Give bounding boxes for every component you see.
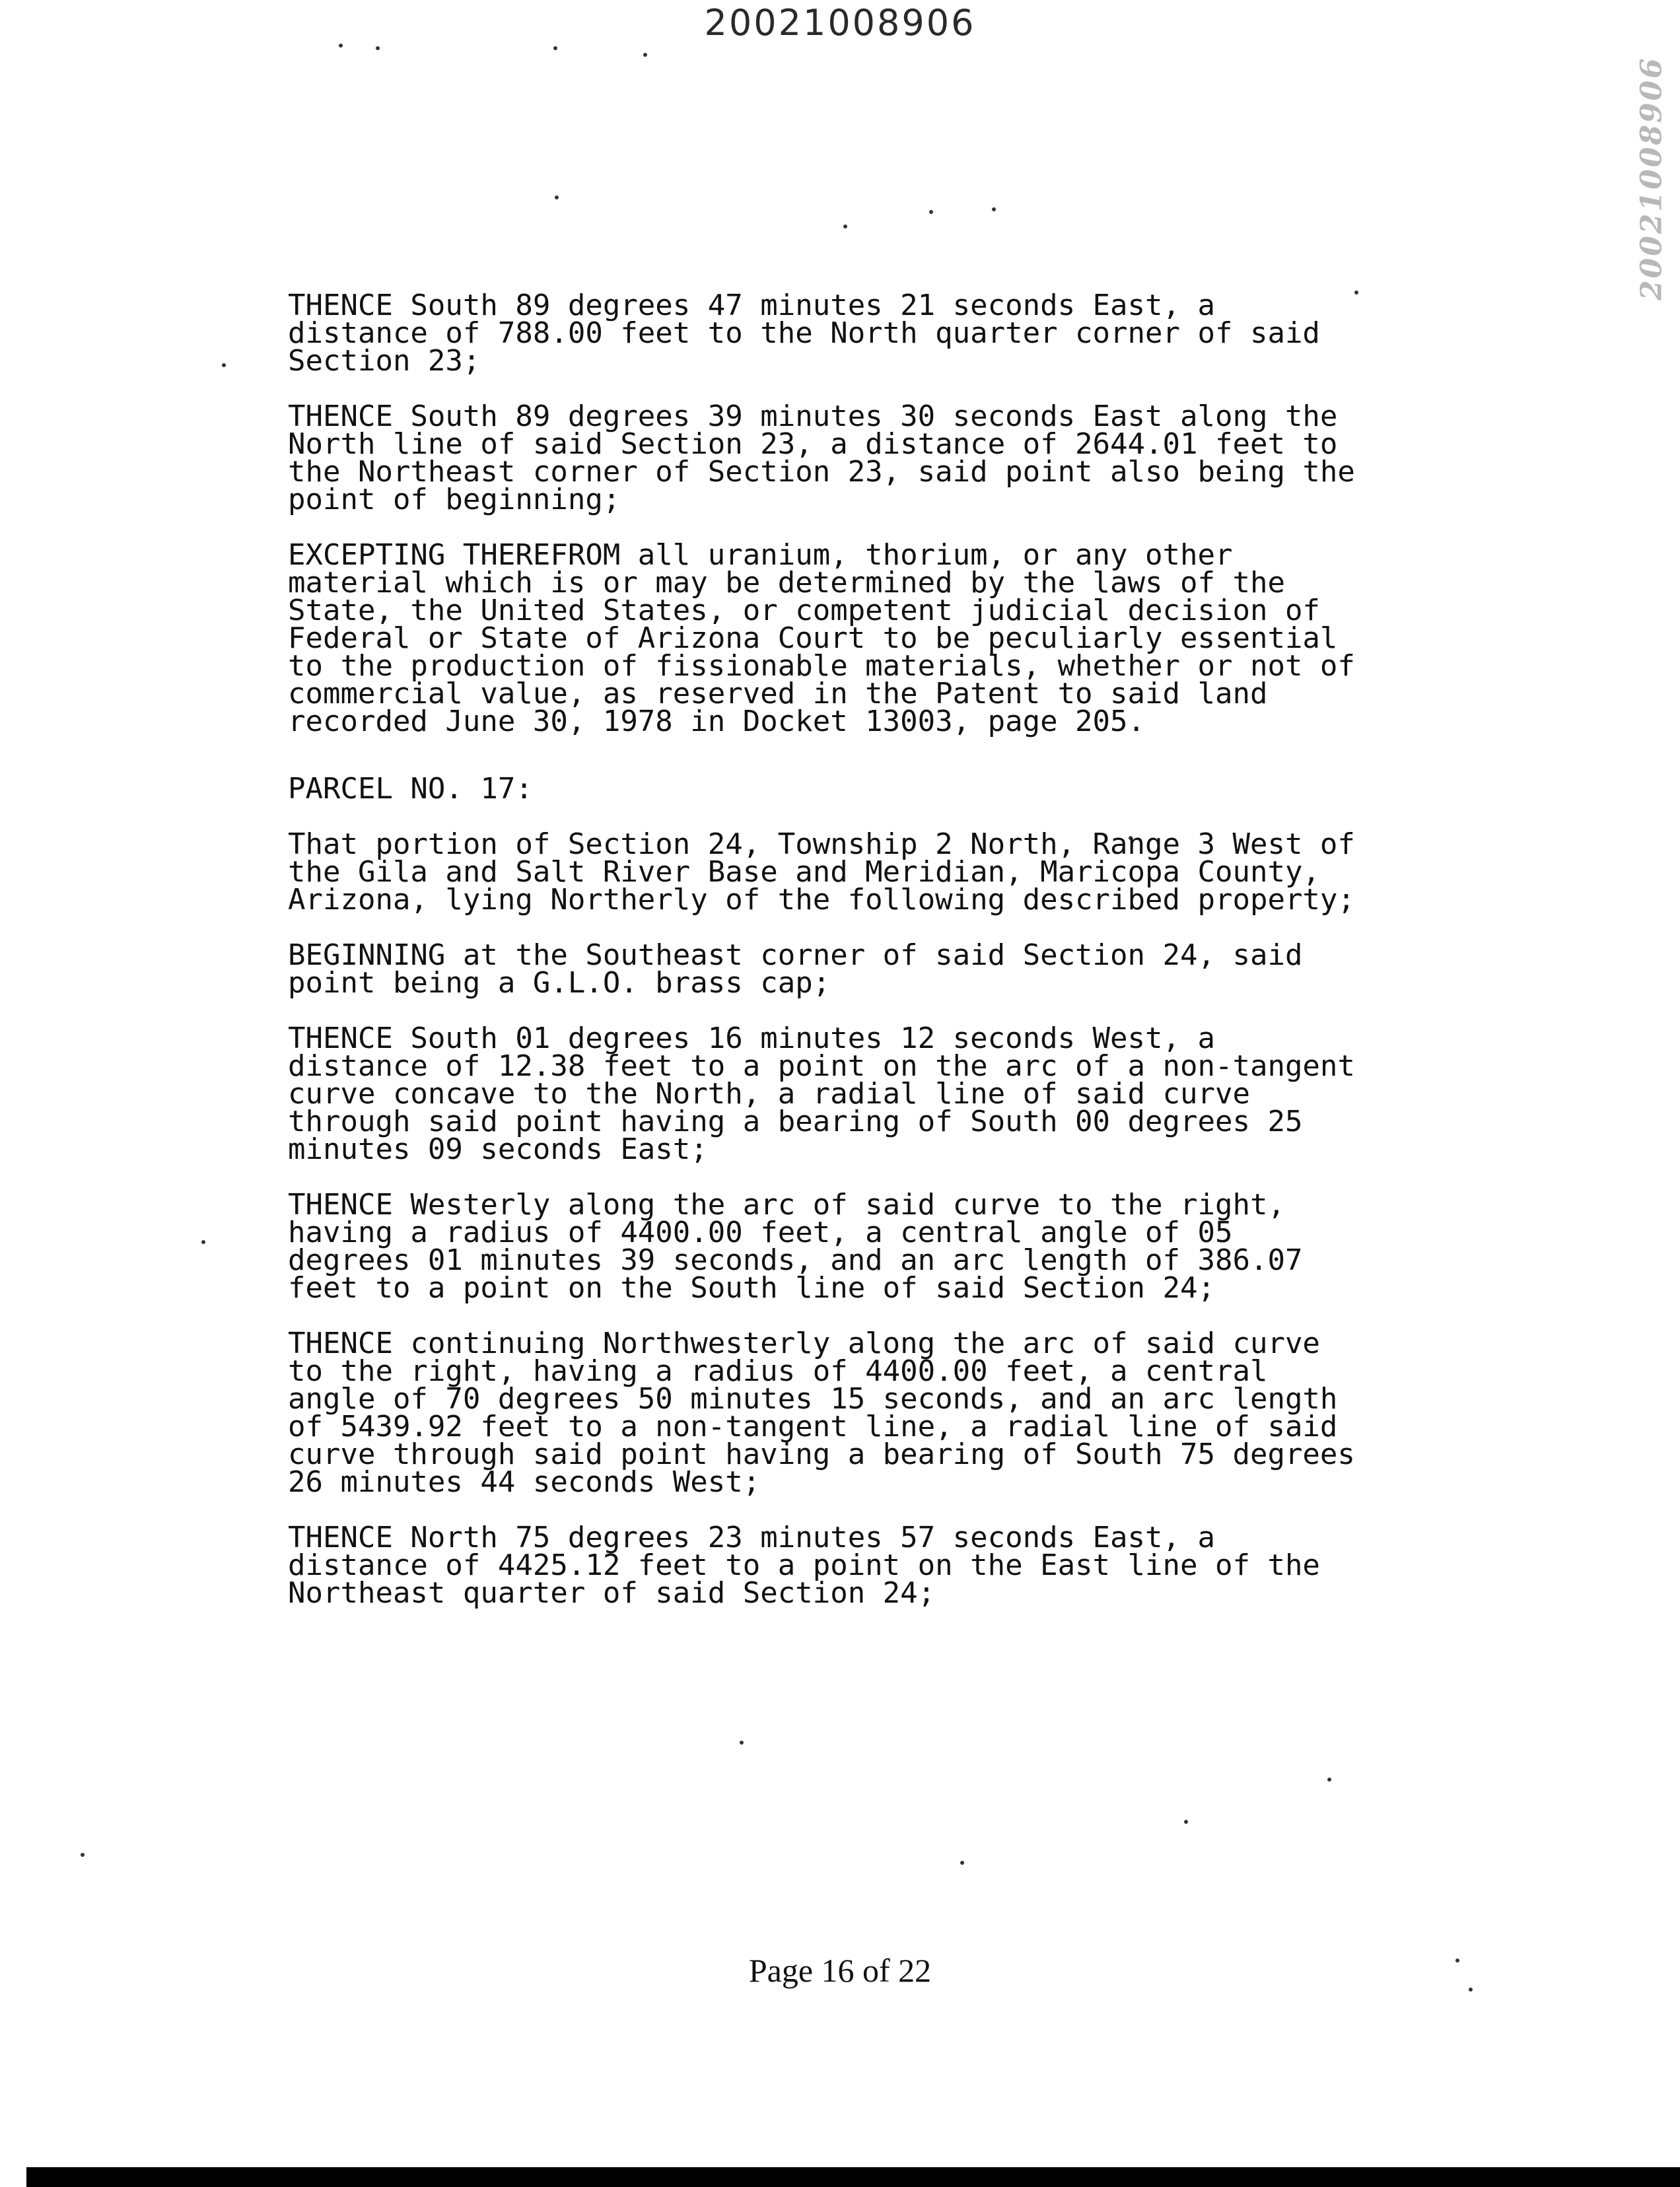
bottom-border (26, 2167, 1680, 2187)
scan-speck (1327, 1778, 1331, 1782)
paragraph: BEGINNING at the Southeast corner of said Section 24, said point being a G.L.O. brass cap; (288, 938, 1303, 1000)
paragraph: THENCE Westerly along the arc of said curve to the right, having a radius of 4400.00 feet, a central angle of 05 degrees 01 minutes 39 seconds, and an arc length of 386.07 feet to a point on the South line of said Section 24; (288, 1188, 1303, 1305)
scan-speck (843, 225, 847, 228)
document-number: 20021008906 (704, 2, 976, 44)
page-number: Page 16 of 22 (748, 1952, 932, 1989)
paragraph: THENCE continuing Northwesterly along the arc of said curve to the right, having a radius of 4400.00 feet, a central angle of 70 degrees 50 minutes 15 seconds, and an arc length of 5439.92 feet to a non-tangent line, a radial line of said curve through said point having a bearing of South 75 degrees 26 minutes 44 seconds West; (288, 1327, 1355, 1499)
scan-speck (643, 53, 647, 57)
scan-speck (376, 46, 380, 50)
scan-speck (201, 1240, 205, 1244)
scan-speck (992, 207, 996, 211)
paragraph: EXCEPTING THEREFROM all uranium, thorium, or any other material which is or may be determined by the laws of the State, the United States, or competent judicial decision of Federal or State of Arizona Court to be peculiarly essential to the production of fissionable materials, whether or not of commercial value, as reserved in the Patent to said land recorded June 30, 1978 in Docket 13003, page 205. (288, 538, 1355, 738)
scan-speck (1184, 1820, 1188, 1824)
paragraph: THENCE South 89 degrees 39 minutes 30 seconds East along the North line of said Section 23, a distance of 2644.01 feet to the Northeast corner of Section 23, said point also being the point of beginning; (288, 399, 1355, 516)
paragraph: That portion of Section 24, Township 2 North, Range 3 West of the Gila and Salt River Base and Meridian, Maricopa County, Arizona, lying Northerly of the following described property; (288, 827, 1355, 917)
legal-description (288, 289, 1437, 1635)
scan-speck (740, 1741, 744, 1745)
scan-speck (553, 46, 557, 50)
paragraph: THENCE South 89 degrees 47 minutes 21 seconds East, a distance of 788.00 feet to the North quarter corner of said Section 23; (288, 289, 1320, 378)
parcel-heading: PARCEL NO. 17: (288, 772, 533, 806)
scan-speck (555, 195, 559, 199)
scan-speck (960, 1861, 964, 1865)
paragraph: THENCE North 75 degrees 23 minutes 57 seconds East, a distance of 4425.12 feet to a point on the East line of the Northeast quarter of said Section 24; (288, 1521, 1320, 1610)
scan-speck (81, 1853, 85, 1857)
paragraph: THENCE South 01 degrees 16 minutes 12 seconds West, a distance of 12.38 feet to a point on the arc of a non-tangent curve concave to the North, a radial line of said curve through said point having a bearing of South 00 degrees 25 minutes 09 seconds East; (288, 1022, 1355, 1166)
scan-speck (929, 210, 933, 214)
recording-stamp: 20021008906 (1634, 56, 1669, 300)
scan-speck (222, 363, 226, 367)
scan-speck (339, 44, 343, 48)
